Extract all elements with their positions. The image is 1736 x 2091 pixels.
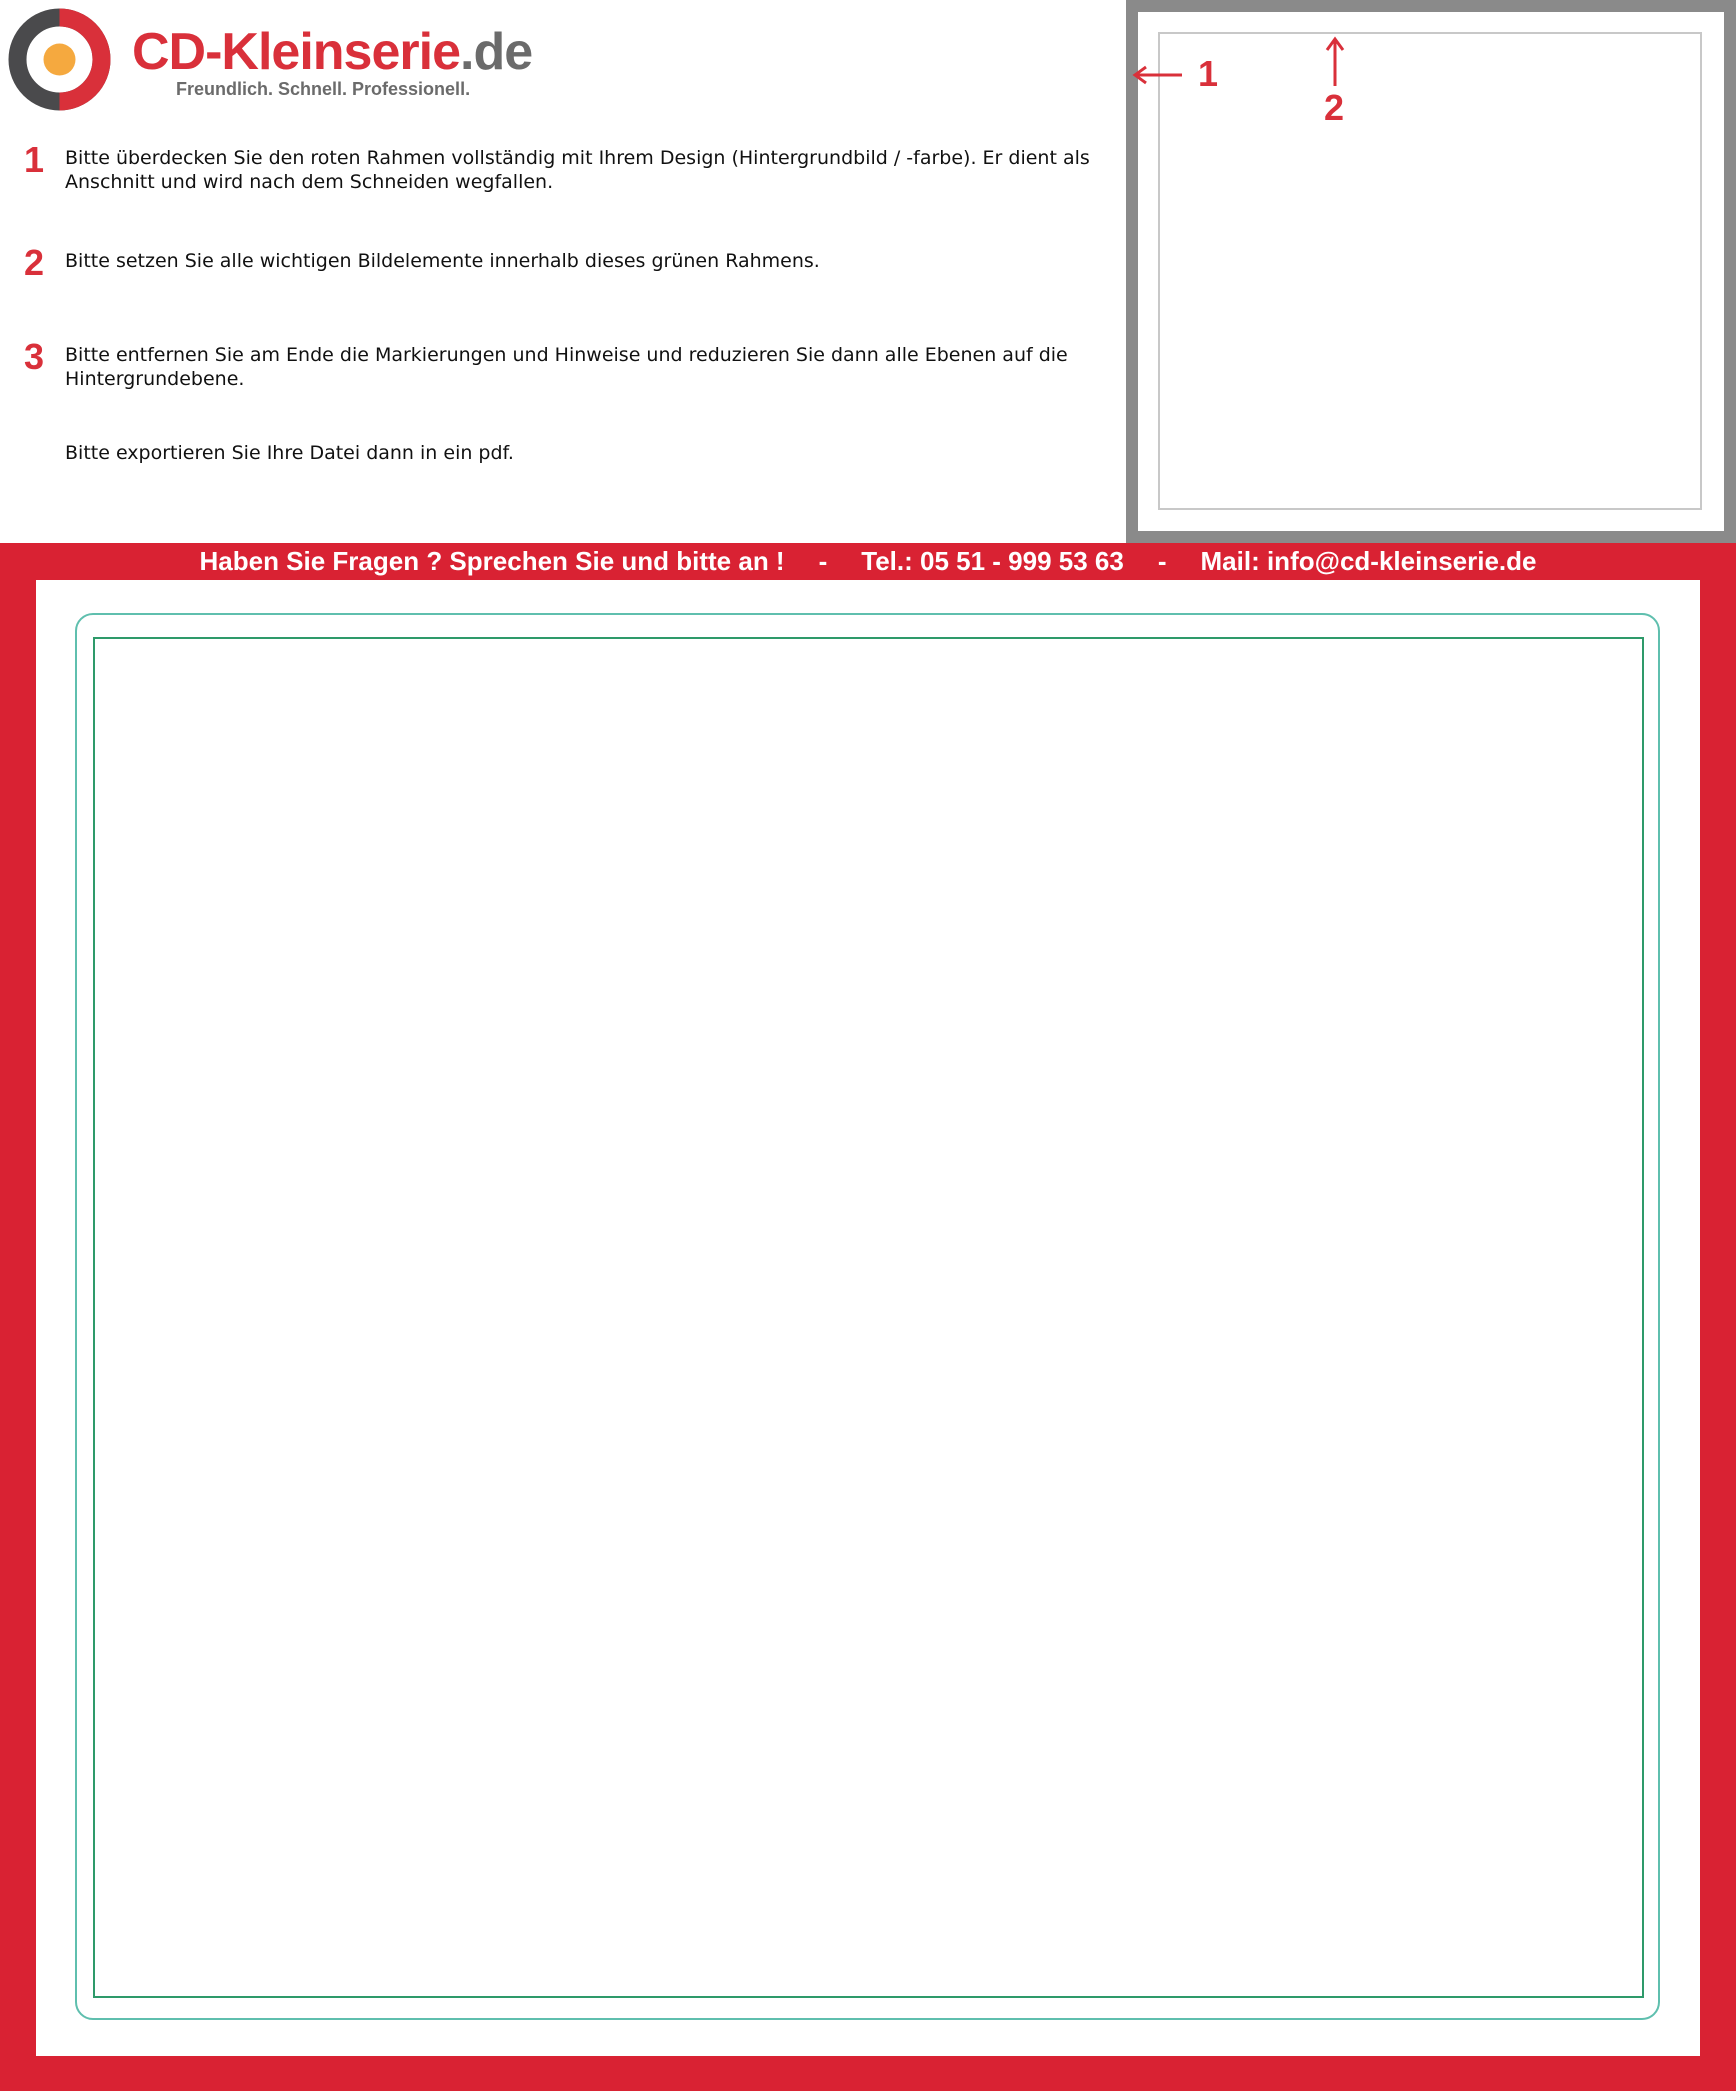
- brand-tagline: Freundlich. Schnell. Professionell.: [176, 79, 471, 99]
- preview-label-2: 2: [1324, 87, 1345, 128]
- instruction-text: Bitte setzen Sie alle wichtigen Bildelemente innerhalb dieses grünen Rahmens.: [65, 250, 820, 272]
- safe-area-frame: [93, 637, 1644, 1998]
- instruction-number: 2: [24, 242, 45, 283]
- brand-name: [132, 23, 533, 81]
- instruction-number: 3: [24, 336, 45, 377]
- preview-label-1: 1: [1198, 53, 1219, 94]
- arrow-left-icon: [1132, 65, 1184, 85]
- instruction-text: Bitte exportieren Sie Ihre Datei dann in ein pdf.: [65, 442, 514, 464]
- brand-name-tld: .de: [460, 23, 533, 81]
- brand-logo-icon: [8, 8, 111, 111]
- instruction-text: Bitte überdecken Sie den roten Rahmen vollständig mit Ihrem Design (Hintergrundbild / -farbe). Er dient als Anschnitt und wird nach dem Schneiden wegfallen.: [65, 147, 1090, 193]
- banner-phone[interactable]: Tel.: 05 51 - 999 53 63: [861, 545, 1124, 576]
- banner-question: Haben Sie Fragen ? Sprechen Sie und bitte an !: [199, 545, 785, 576]
- instruction-text: Bitte entfernen Sie am Ende die Markierungen und Hinweise und reduzieren Sie dann alle Ebenen auf die Hintergrundebene.: [65, 344, 1068, 390]
- banner-separator: -: [818, 545, 828, 576]
- arrow-up-icon: [1325, 36, 1345, 88]
- banner-separator: -: [1157, 545, 1167, 576]
- preview-frame: [1158, 32, 1702, 510]
- contact-banner: [0, 543, 1736, 579]
- banner-mail[interactable]: Mail: info@cd-kleinserie.de: [1200, 545, 1537, 576]
- instruction-number: 1: [24, 139, 45, 180]
- brand-name-main: CD-Kleinserie: [132, 23, 460, 81]
